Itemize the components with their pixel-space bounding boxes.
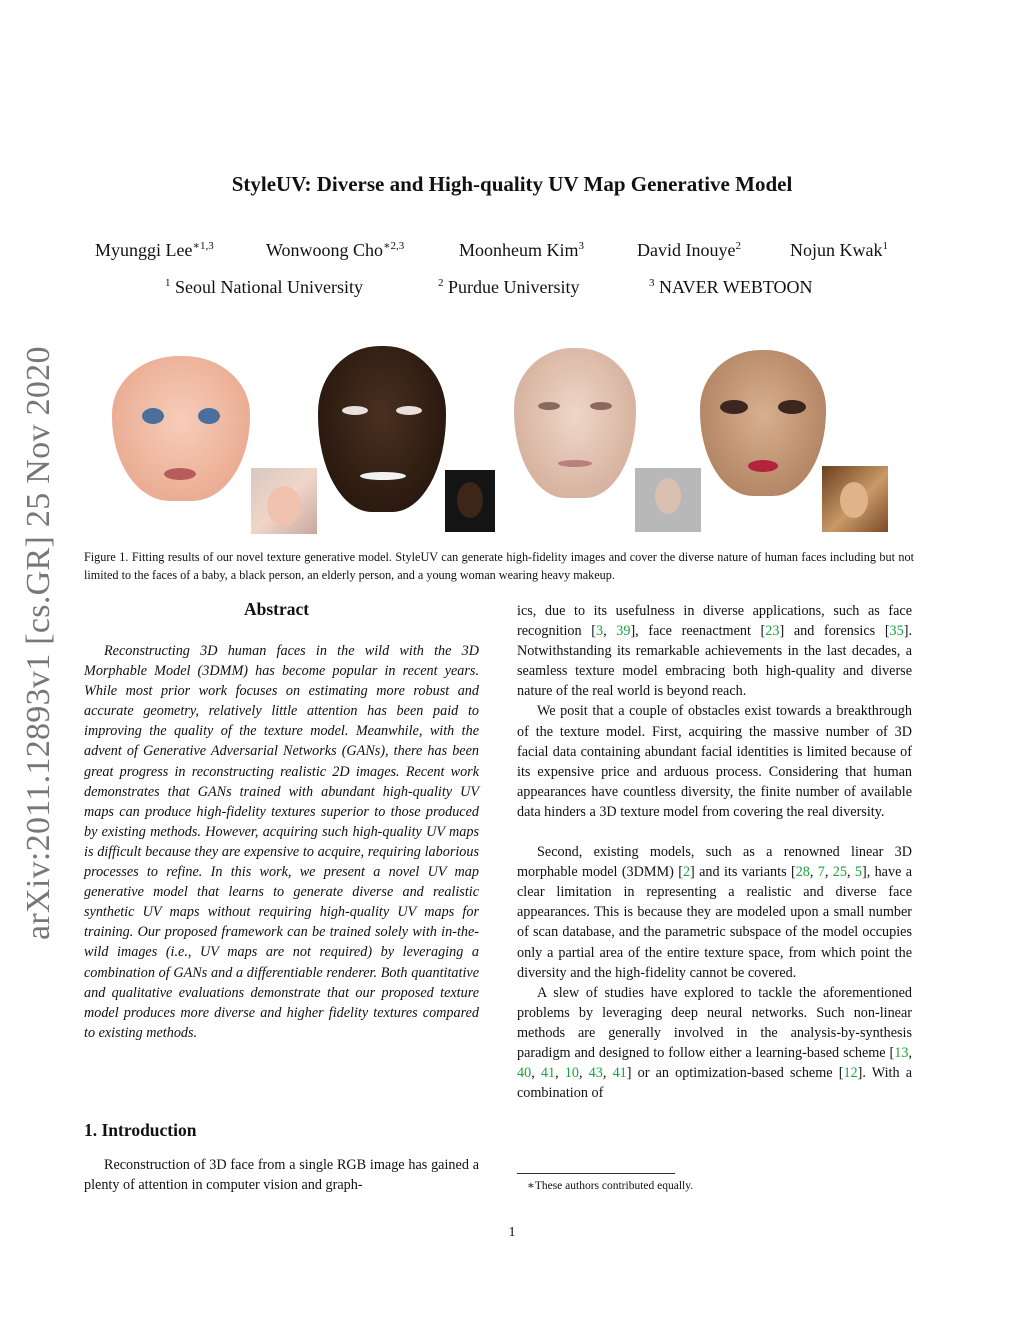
thumb-elderly-person <box>635 468 701 532</box>
citation[interactable]: 40 <box>517 1065 532 1082</box>
intro-heading: 1. Introduction <box>84 1120 197 1140</box>
author-4: David Inouye$^2$ <box>637 240 741 260</box>
citation[interactable]: 23 <box>765 623 780 640</box>
face-black-person <box>318 346 446 512</box>
footnote: ∗These authors contributed equally. <box>527 1180 694 1192</box>
affiliation-2: $^2$ Purdue University <box>438 277 580 297</box>
citation[interactable]: 12 <box>843 1065 858 1082</box>
citation[interactable]: 2 <box>682 864 691 881</box>
footnote-rule <box>517 1173 675 1174</box>
intro-paragraph: Reconstruction of 3D face from a single RGB image has gained a plenty of attention in computer vision and graph- <box>84 1157 479 1194</box>
citation[interactable]: 43 <box>588 1065 603 1082</box>
citation[interactable]: 5 <box>854 864 862 881</box>
paragraph-4: A slew of studies have explored to tackle the aforementioned problems by leveraging deep neural networks. Such non-linear methods are generally involved in the analysis-by-synthesis paradigm and designed to follow either a learning-based scheme [13, 40, 41, 10, 43, 41] or an optimization-based scheme [12]. With a combination of <box>517 984 913 1102</box>
affiliation-1: $^1$ Seoul National University <box>165 277 363 297</box>
citation[interactable]: 41 <box>540 1065 556 1082</box>
paragraph-1: ics, due to its usefulness in diverse applications, such as face recognition [3, 39], face reenactment [23] and forensics [35]. Notwithstanding its remarkable achievements in the last decades, a seamless texture model embracing both high-quality and diverse nature of the real world is beyond reach. <box>517 603 913 700</box>
right-column <box>517 601 912 1103</box>
abstract-body: Reconstructing 3D human faces in the wild with the 3D Morphable Model (3DMM) has become popular in recent years. While most prior work focuses on estimating more robust and accurate geometry, relatively little attention has been paid to improving the quality of the texture model. Meanwhile, with the advent of Generative Adversarial Networks (GANs), there has been great progress in reconstructing realistic 2D images. Recent work demonstrates that GANs trained with abundant high-quality UV maps can produce high-fidelity textures superior to those produced by existing methods. However, acquiring such high-quality UV maps is difficult because they are expensive to acquire, requiring laborious processes to refine. In this work, we present a novel UV map generative model that learns to generate diverse and realistic synthetic UV maps without requiring high-quality UV maps for training. Our proposed framework can be trained solely with in-the-wild images (i.e., UV maps are not required) by leveraging a combination of GANs and a differentiable renderer. Both quantitative and qualitative evaluations demonstrate that our proposed texture model produces more diverse and higher fidelity textures compared to existing methods. <box>84 643 479 1041</box>
author-1: Myunggi Lee$^{∗1,3}$ <box>95 240 214 260</box>
face-baby <box>112 356 250 501</box>
author-3: Moonheum Kim$^3$ <box>459 240 584 260</box>
citation[interactable]: 39 <box>616 623 631 640</box>
face-woman-makeup <box>700 350 826 496</box>
paper-title: StyleUV: Diverse and High-quality UV Map Generative Model <box>231 172 793 196</box>
page-number: 1 <box>508 1225 516 1240</box>
abstract-heading: Abstract <box>244 599 310 619</box>
author-5: Nojun Kwak$^1$ <box>790 240 888 260</box>
citation[interactable]: 25 <box>832 864 847 881</box>
citation[interactable]: 13 <box>894 1044 909 1061</box>
face-elderly-person <box>514 348 636 498</box>
paragraph-2: We posit that a couple of obstacles exist towards a breakthrough of the texture model. First, acquiring the massive number of 3D facial data containing abundant facial identities is limited because of its expensive price and arduous process. Considering that human appearances have countless diversity, the finite number of available data hinders a 3D texture model from covering the real diversity. <box>517 703 912 820</box>
figure-1 <box>100 346 920 536</box>
paragraph-3: Second, existing models, such as a renowned linear 3D morphable model (3DMM) [2] and its variants [28, 7, 25, 5], have a clear limitation in representing a realistic and diverse face appearances. This is because they are modeled upon a small number of scan database, and the parametric subspace of the model occupies only a partial area of the entire texture space, from which point the diversity and the high-fidelity cannot be covered. <box>517 844 913 981</box>
thumb-woman-makeup <box>822 466 888 532</box>
citation[interactable]: 41 <box>612 1065 627 1082</box>
citation[interactable]: 35 <box>889 623 904 640</box>
citation[interactable]: 3 <box>595 623 604 640</box>
citation[interactable]: 7 <box>817 864 825 881</box>
figure-caption: Figure 1. Fitting results of our novel texture generative model. StyleUV can generate high-fidelity images and cover the diverse nature of human faces including but not limited to the faces of a baby, a black person, an elderly person, and a young woman wearing heavy makeup. <box>84 550 914 582</box>
affiliation-3: $^3$ NAVER WEBTOON <box>649 277 813 297</box>
thumb-baby <box>251 468 317 534</box>
author-2: Wonwoong Cho$^{∗2,3}$ <box>266 240 405 260</box>
thumb-black-person <box>445 470 495 532</box>
citation[interactable]: 10 <box>564 1065 579 1082</box>
arxiv-stamp: arXiv:2011.12893v1 [cs.GR] 25 Nov 2020 <box>20 346 57 940</box>
citation[interactable]: 28 <box>795 864 810 881</box>
